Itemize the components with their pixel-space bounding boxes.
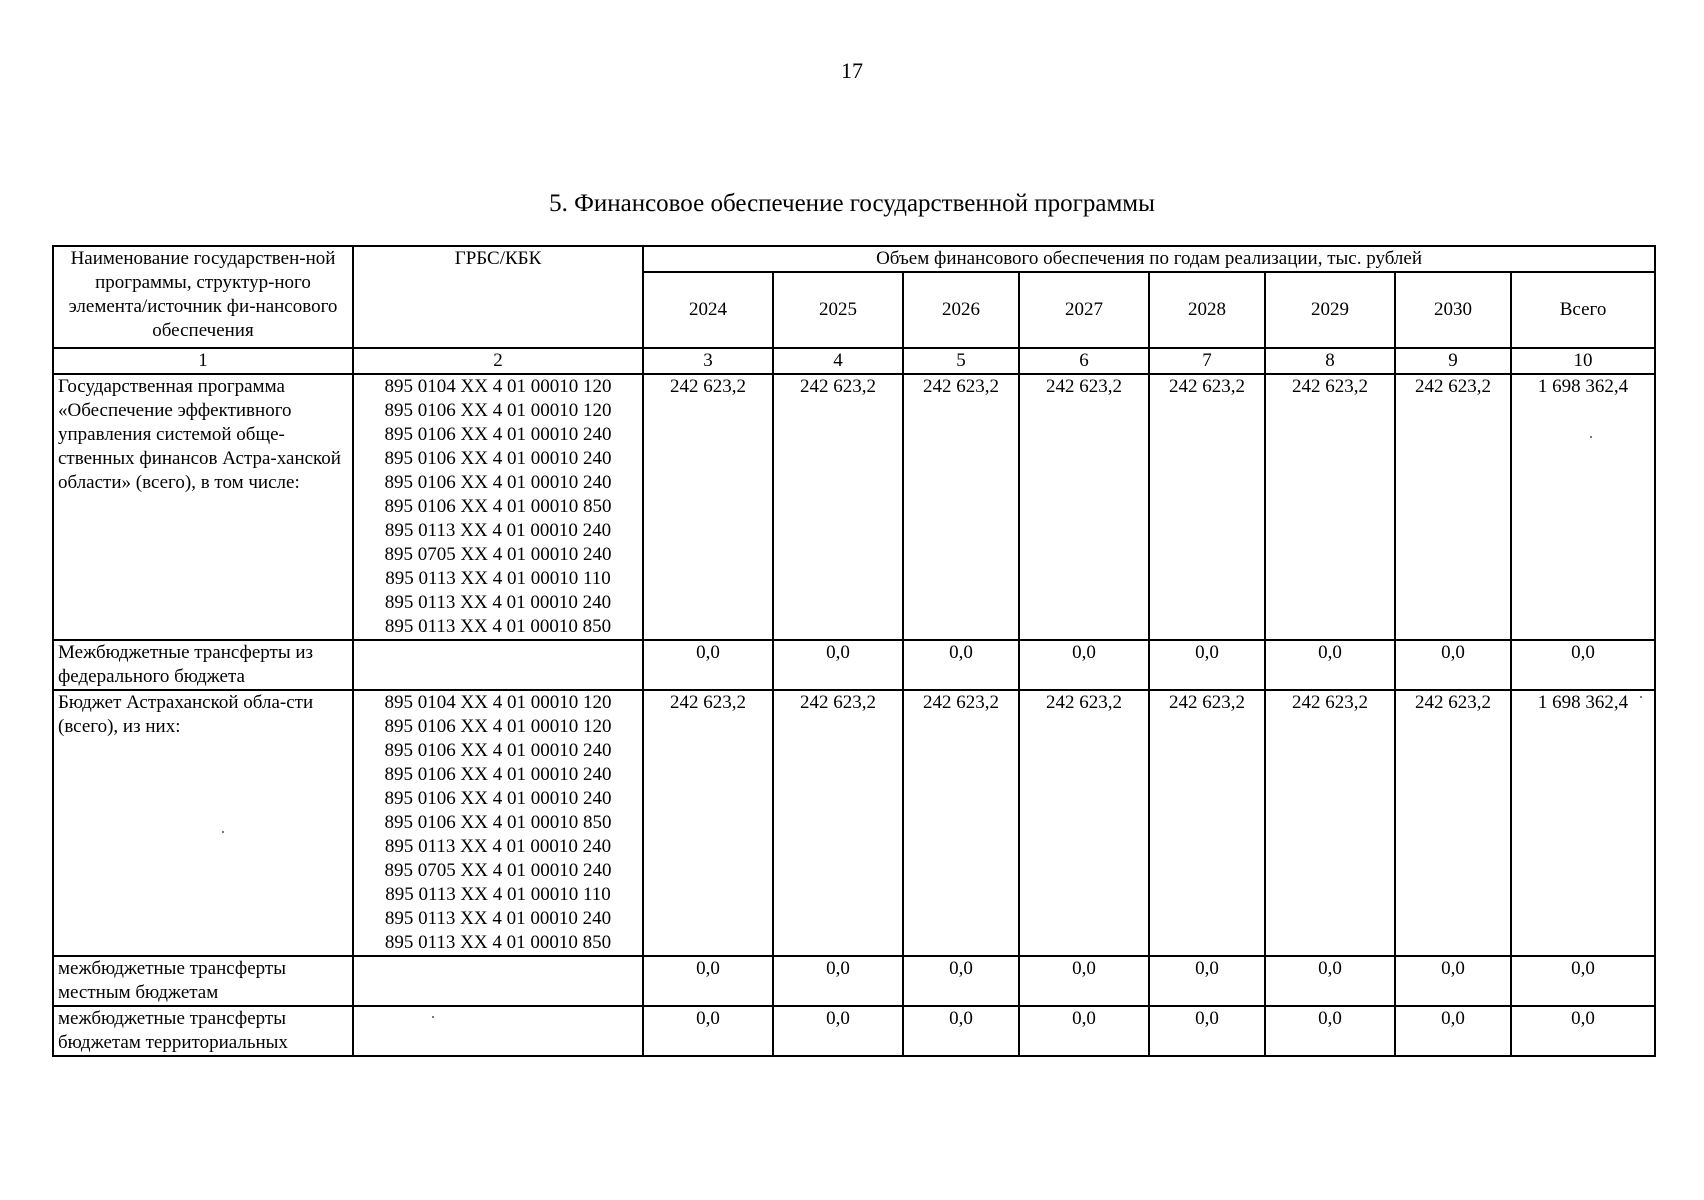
row-year-value: 242 623,2 (903, 690, 1019, 956)
column-number: 8 (1265, 348, 1395, 374)
scan-speck (432, 1016, 434, 1018)
row-codes (353, 374, 643, 640)
section-title: 5. Финансовое обеспечение государственной программы (549, 190, 1155, 217)
column-number: 10 (1511, 348, 1655, 374)
row-total-value: 1 698 362,4 (1511, 374, 1655, 640)
column-number: 5 (903, 348, 1019, 374)
row-year-value: 0,0 (1019, 640, 1149, 690)
financing-table (52, 245, 1656, 1057)
kbk-code: 895 0113 XX 4 01 00010 240 (384, 592, 612, 613)
row-total-value: 0,0 (1511, 640, 1655, 690)
kbk-code: 895 0113 XX 4 01 00010 110 (385, 568, 611, 589)
row-year-value: 242 623,2 (773, 690, 903, 956)
kbk-code: 895 0705 XX 4 01 00010 240 (384, 544, 612, 565)
column-number: 7 (1149, 348, 1265, 374)
row-year-value: 0,0 (1265, 640, 1395, 690)
header-year: 2029 (1265, 272, 1395, 348)
scan-speck (1640, 696, 1642, 698)
kbk-code: 895 0106 XX 4 01 00010 120 (384, 716, 612, 737)
kbk-code: 895 0106 XX 4 01 00010 240 (384, 740, 612, 761)
kbk-code: 895 0705 XX 4 01 00010 240 (384, 860, 612, 881)
table-row (53, 956, 1655, 1006)
row-year-value: 0,0 (773, 640, 903, 690)
kbk-code: 895 0106 XX 4 01 00010 240 (384, 788, 612, 809)
kbk-code: 895 0104 XX 4 01 00010 120 (384, 692, 612, 713)
row-total-value: 0,0 (1511, 1006, 1655, 1056)
table-row (53, 640, 1655, 690)
row-year-value: 0,0 (773, 956, 903, 1006)
header-total: Всего (1511, 272, 1655, 348)
header-year: 2024 (643, 272, 773, 348)
column-number: 2 (353, 348, 643, 374)
row-year-value: 242 623,2 (903, 374, 1019, 640)
kbk-code: 895 0106 XX 4 01 00010 240 (384, 472, 612, 493)
row-year-value: 0,0 (1019, 956, 1149, 1006)
table-row (53, 1006, 1655, 1056)
row-year-value: 0,0 (1395, 956, 1511, 1006)
kbk-code: 895 0104 XX 4 01 00010 120 (384, 376, 612, 397)
column-number: 9 (1395, 348, 1511, 374)
row-year-value: 242 623,2 (773, 374, 903, 640)
kbk-code: 895 0113 XX 4 01 00010 850 (384, 932, 612, 953)
table-row (53, 690, 1655, 956)
row-year-value: 0,0 (1395, 1006, 1511, 1056)
row-codes (353, 1006, 643, 1056)
header-name: Наименование государствен-ной программы, структур-ного элемента/источник фи-нансового обеспечения (53, 246, 353, 348)
row-year-value: 242 623,2 (1019, 374, 1149, 640)
row-year-value: 0,0 (903, 640, 1019, 690)
header-year: 2025 (773, 272, 903, 348)
row-name: Межбюджетные трансферты из федерального бюджета (53, 640, 353, 690)
row-total-value: 0,0 (1511, 956, 1655, 1006)
row-year-value: 242 623,2 (1149, 374, 1265, 640)
row-year-value: 242 623,2 (1019, 690, 1149, 956)
column-number: 3 (643, 348, 773, 374)
column-number: 1 (53, 348, 353, 374)
row-year-value: 0,0 (1149, 640, 1265, 690)
kbk-code: 895 0106 XX 4 01 00010 240 (384, 764, 612, 785)
header-volume: Объем финансового обеспечения по годам реализации, тыс. рублей (643, 246, 1655, 272)
row-year-value: 0,0 (773, 1006, 903, 1056)
row-year-value: 242 623,2 (643, 690, 773, 956)
kbk-code: 895 0113 XX 4 01 00010 240 (384, 520, 612, 541)
header-year: 2027 (1019, 272, 1149, 348)
row-year-value: 242 623,2 (1265, 690, 1395, 956)
kbk-code: 895 0106 XX 4 01 00010 240 (384, 448, 612, 469)
header-code: ГРБС/КБК (353, 246, 643, 348)
row-year-value: 0,0 (1395, 640, 1511, 690)
row-year-value: 242 623,2 (643, 374, 773, 640)
row-total-value: 1 698 362,4 (1511, 690, 1655, 956)
row-year-value: 0,0 (1265, 1006, 1395, 1056)
page-number: 17 (841, 58, 863, 83)
table-row (53, 374, 1655, 640)
header-year: 2030 (1395, 272, 1511, 348)
header-row-top (53, 246, 1655, 272)
row-year-value: 0,0 (1019, 1006, 1149, 1056)
row-codes (353, 640, 643, 690)
row-year-value: 0,0 (1265, 956, 1395, 1006)
row-name: Государственная программа «Обеспечение эффективного управления системой обще-ственных финансов Астра-ханской области» (всего), в том числе: (53, 374, 353, 640)
row-year-value: 0,0 (1149, 1006, 1265, 1056)
kbk-code: 895 0113 XX 4 01 00010 110 (385, 884, 611, 905)
kbk-code: 895 0113 XX 4 01 00010 240 (384, 908, 612, 929)
kbk-code: 895 0113 XX 4 01 00010 850 (384, 616, 612, 637)
row-year-value: 242 623,2 (1395, 690, 1511, 956)
scan-speck (1590, 436, 1592, 438)
row-year-value: 242 623,2 (1149, 690, 1265, 956)
column-number: 4 (773, 348, 903, 374)
row-name: межбюджетные трансферты местным бюджетам (53, 956, 353, 1006)
header-year: 2026 (903, 272, 1019, 348)
row-year-value: 242 623,2 (1265, 374, 1395, 640)
column-number: 6 (1019, 348, 1149, 374)
row-year-value: 0,0 (643, 640, 773, 690)
row-name: Бюджет Астраханской обла-сти (всего), из них: (53, 690, 353, 956)
table-body (53, 374, 1655, 1056)
row-year-value: 0,0 (643, 1006, 773, 1056)
kbk-code: 895 0106 XX 4 01 00010 120 (384, 400, 612, 421)
row-name: межбюджетные трансферты бюджетам территориальных (53, 1006, 353, 1056)
row-codes (353, 690, 643, 956)
row-year-value: 0,0 (1149, 956, 1265, 1006)
row-year-value: 0,0 (903, 1006, 1019, 1056)
table-header (53, 246, 1655, 374)
row-year-value: 242 623,2 (1395, 374, 1511, 640)
row-year-value: 0,0 (903, 956, 1019, 1006)
row-codes (353, 956, 643, 1006)
column-number-row (53, 348, 1655, 374)
kbk-code: 895 0113 XX 4 01 00010 240 (384, 836, 612, 857)
kbk-code: 895 0106 XX 4 01 00010 850 (384, 812, 612, 833)
kbk-code: 895 0106 XX 4 01 00010 850 (384, 496, 612, 517)
row-year-value: 0,0 (643, 956, 773, 1006)
kbk-code: 895 0106 XX 4 01 00010 240 (384, 424, 612, 445)
scan-speck (222, 831, 224, 833)
header-year: 2028 (1149, 272, 1265, 348)
